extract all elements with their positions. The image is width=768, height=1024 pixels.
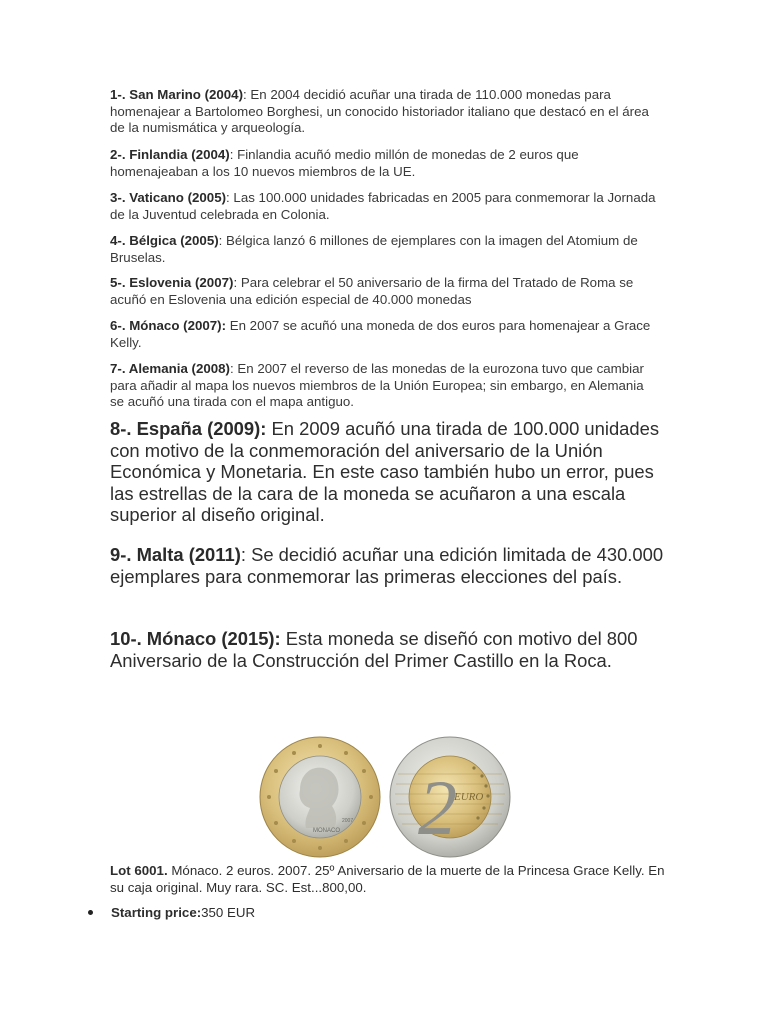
entry-text: : En 2004 decidió acuñar una tirada de 110.000 monedas para homenajear a Bartolomeo Borghesi, un conocido historiador italiano que destacó en el área de la numismática y arqueología. bbox=[110, 87, 649, 135]
coin-reverse bbox=[390, 737, 510, 857]
entry-label: 5-. Eslovenia (2007) bbox=[110, 275, 234, 290]
entry-text: : Para celebrar el 50 aniversario de la firma del Tratado de Roma se acuñó en Eslovenia una edición especial de 40.000 monedas bbox=[110, 275, 634, 307]
entry-8 bbox=[110, 418, 670, 526]
entry-2 bbox=[110, 147, 658, 180]
entry-label: 1-. San Marino (2004) bbox=[110, 87, 244, 102]
entry-4 bbox=[110, 233, 658, 266]
coin-value: 2 bbox=[418, 764, 457, 851]
entry-label: 9-. Malta (2011) bbox=[110, 544, 241, 565]
entry-text: : Finlandia acuñó medio millón de monedas de 2 euros que homenajeaban a los 10 nuevos miembros de la UE. bbox=[110, 147, 579, 179]
entry-label: 6-. Mónaco (2007): bbox=[110, 318, 227, 333]
entry-7 bbox=[110, 361, 658, 411]
entry-text: : Se decidió acuñar una edición limitada de 430.000 ejemplares para conmemorar las primeras elecciones del país. bbox=[110, 544, 664, 587]
lot-text: Mónaco. 2 euros. 2007. 25º Aniversario de la muerte de la Princesa Grace Kelly. En su caja original. Muy rara. SC. Est...800,00. bbox=[110, 863, 665, 895]
entry-text: En 2007 se acuñó una moneda de dos euros para homenajear a Grace Kelly. bbox=[110, 318, 651, 350]
bullet-icon bbox=[88, 910, 93, 915]
starting-price bbox=[88, 905, 255, 920]
price-label: Starting price: bbox=[111, 905, 202, 920]
entry-text: Esta moneda se diseñó con motivo del 800 Aniversario de la Construcción del Primer Castillo en la Roca. bbox=[110, 628, 638, 671]
entry-label: 3-. Vaticano (2005) bbox=[110, 190, 227, 205]
coin-euro-word: EURO bbox=[454, 791, 484, 803]
coin-legend: MONACO bbox=[313, 828, 340, 834]
entry-label: 8-. España (2009): bbox=[110, 418, 267, 439]
lot-label: Lot 6001. bbox=[110, 863, 168, 878]
entry-6 bbox=[110, 318, 658, 351]
entry-label: 2-. Finlandia (2004) bbox=[110, 147, 230, 162]
lot-caption bbox=[110, 862, 670, 896]
coin-image bbox=[258, 736, 512, 858]
coin-year: 2007 bbox=[342, 818, 354, 824]
entry-text: : En 2007 el reverso de las monedas de la eurozona tuvo que cambiar para añadir al mapa los nuevos miembros de la Unión Europea; sin embargo, en Alemania se acuñó una tirada con el mapa antiguo. bbox=[110, 361, 644, 409]
entry-text: En 2009 acuñó una tirada de 100.000 unidades con motivo de la conmemoración del aniversario de la Unión Económica y Monetaria. En este caso también hubo un error, pues las estrellas de la cara de la moneda se acuñaron a una escala superior al diseño original. bbox=[110, 418, 660, 526]
entry-5 bbox=[110, 275, 658, 308]
entry-label: 7-. Alemania (2008) bbox=[110, 361, 230, 376]
price-value: 350 EUR bbox=[201, 905, 256, 920]
entry-label: 10-. Mónaco (2015): bbox=[110, 628, 281, 649]
entry-text: : Las 100.000 unidades fabricadas en 2005 para conmemorar la Jornada de la Juventud celebrada en Colonia. bbox=[110, 190, 656, 222]
entry-9 bbox=[110, 544, 670, 587]
entry-10 bbox=[110, 628, 670, 671]
entry-1 bbox=[110, 87, 658, 137]
entry-label: 4-. Bélgica (2005) bbox=[110, 233, 219, 248]
entry-3 bbox=[110, 190, 658, 223]
entry-text: : Bélgica lanzó 6 millones de ejemplares con la imagen del Atomium de Bruselas. bbox=[110, 233, 638, 265]
coin-obverse bbox=[260, 737, 380, 857]
